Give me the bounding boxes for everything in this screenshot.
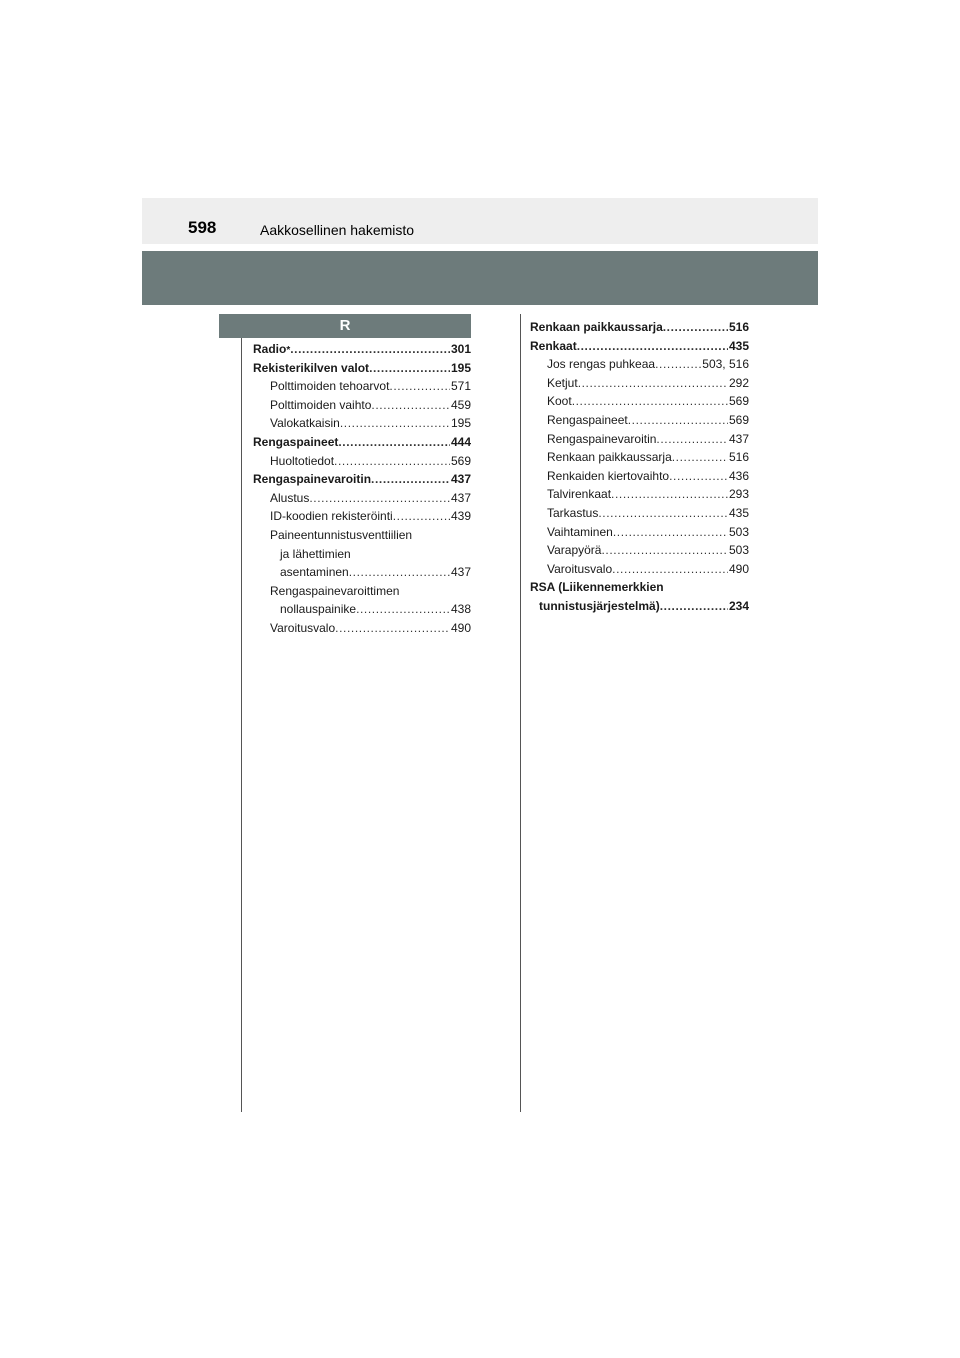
page-reference: 490 bbox=[728, 561, 749, 576]
index-entry bbox=[253, 414, 471, 433]
leader-dots bbox=[611, 485, 728, 504]
index-entry-text: Varapyörä bbox=[547, 543, 602, 558]
index-entry bbox=[530, 374, 749, 393]
index-entry bbox=[530, 541, 749, 560]
index-entry bbox=[530, 430, 749, 449]
index-entry bbox=[530, 337, 749, 356]
page-reference: 516 bbox=[728, 320, 749, 334]
leader-dots bbox=[669, 467, 728, 486]
index-entry-text: ID-koodien rekisteröinti bbox=[270, 509, 393, 524]
index-entry bbox=[530, 597, 749, 616]
index-entry bbox=[530, 504, 749, 523]
index-entry-text: Ketjut bbox=[547, 375, 578, 390]
index-entry bbox=[253, 507, 471, 526]
page-reference: 437 bbox=[450, 565, 471, 580]
index-entry-text: Tarkastus bbox=[547, 505, 599, 520]
leader-dots bbox=[601, 541, 727, 560]
leader-dots bbox=[371, 470, 450, 489]
leader-dots bbox=[371, 396, 450, 415]
index-entry-text: Alustus bbox=[270, 490, 310, 505]
index-entry bbox=[530, 411, 749, 430]
leader-dots bbox=[338, 433, 450, 452]
index-entry-text: asentaminen bbox=[280, 565, 349, 580]
leader-dots bbox=[672, 448, 728, 467]
page-reference: 490 bbox=[450, 620, 471, 635]
page-reference: 301 bbox=[450, 342, 471, 356]
index-entry bbox=[530, 485, 749, 504]
index-entry bbox=[253, 489, 471, 508]
page-reference: 435 bbox=[728, 505, 749, 520]
index-entry-text: Jos rengas puhkeaa bbox=[547, 357, 656, 372]
index-entry bbox=[253, 582, 471, 601]
page-reference: 444 bbox=[450, 434, 471, 449]
index-entry-text: Rengaspaineet bbox=[253, 434, 339, 449]
leader-dots bbox=[393, 507, 450, 526]
index-entry bbox=[253, 600, 471, 619]
index-entry-text: Renkaan paikkaussarja bbox=[530, 320, 663, 334]
index-entry-text: tunnistusjärjestelmä) bbox=[539, 598, 660, 613]
column-divider-left bbox=[241, 338, 242, 1112]
index-entry-text: ja lähettimien bbox=[280, 546, 351, 561]
index-entry-text: nollauspainike bbox=[280, 602, 357, 617]
index-entry bbox=[253, 526, 471, 545]
leader-dots bbox=[577, 337, 728, 356]
index-entry bbox=[253, 433, 471, 452]
leader-dots bbox=[656, 430, 728, 449]
leader-dots bbox=[340, 414, 450, 433]
page-reference: 438 bbox=[450, 602, 471, 617]
leader-dots bbox=[578, 374, 728, 393]
index-entry-text: Radio bbox=[253, 342, 287, 356]
leader-dots bbox=[335, 619, 450, 638]
leader-dots bbox=[334, 452, 450, 471]
leader-dots bbox=[598, 504, 728, 523]
page-reference: 569 bbox=[450, 453, 471, 468]
index-entry bbox=[530, 355, 749, 374]
index-entry-text: Renkaat bbox=[530, 338, 577, 353]
leader-dots bbox=[356, 600, 450, 619]
index-entry: Radio * ..... 301 bbox=[253, 340, 471, 359]
index-entry bbox=[530, 392, 749, 411]
index-entry-text: Rengaspaineet bbox=[547, 412, 628, 427]
leader-dots bbox=[290, 340, 450, 359]
index-entry bbox=[530, 578, 749, 597]
index-entry bbox=[253, 619, 471, 638]
index-entry-text: Paineentunnistusventtiilien bbox=[270, 527, 413, 542]
index-entry bbox=[530, 560, 749, 579]
page-number: 598 bbox=[188, 218, 217, 237]
leader-dots bbox=[628, 411, 728, 430]
section-letter-tab: R bbox=[219, 314, 471, 338]
index-entry-text: Renkaan paikkaussarja bbox=[547, 450, 672, 465]
leader-dots bbox=[572, 392, 728, 411]
index-entry-text: Rekisterikilven valot bbox=[253, 360, 370, 375]
index-entry-text: Rengaspainevaroittimen bbox=[270, 583, 400, 598]
index-entry-text: Valokatkaisin bbox=[270, 416, 340, 431]
index-entry bbox=[253, 470, 471, 489]
leader-dots bbox=[369, 359, 450, 378]
page-reference: 195 bbox=[450, 416, 471, 431]
page-header bbox=[142, 198, 818, 244]
index-entry bbox=[530, 467, 749, 486]
index-entry bbox=[253, 359, 471, 378]
page-reference: 503 bbox=[728, 524, 749, 539]
page-reference: 503, 516 bbox=[702, 357, 749, 372]
index-entry-text: Talvirenkaat bbox=[547, 487, 612, 502]
index-entry-text: Rengaspainevaroitin bbox=[547, 431, 657, 446]
page-reference: 435 bbox=[728, 338, 749, 353]
index-entry bbox=[253, 396, 471, 415]
index-column-left bbox=[253, 340, 471, 638]
page-reference: 195 bbox=[450, 360, 471, 375]
leader-dots bbox=[663, 318, 728, 337]
leader-dots bbox=[660, 597, 728, 616]
page-reference: 569 bbox=[728, 412, 749, 427]
index-column-right bbox=[530, 318, 749, 616]
page-title: Aakkosellinen hakemisto bbox=[260, 222, 415, 238]
index-entry-text: Rengaspainevaroitin bbox=[253, 472, 372, 487]
index-entry-text: Polttimoiden tehoarvot bbox=[270, 379, 390, 394]
index-entry bbox=[253, 377, 471, 396]
index-entry-text: RSA (Liikennemerkkien bbox=[530, 580, 664, 595]
index-entry bbox=[530, 448, 749, 467]
leader-dots bbox=[389, 377, 450, 396]
page-reference: 439 bbox=[450, 509, 471, 524]
index-entry bbox=[253, 452, 471, 471]
page-reference: 571 bbox=[450, 379, 471, 394]
index-entry-text: Renkaiden kiertovaihto bbox=[547, 468, 670, 483]
leader-dots bbox=[613, 523, 728, 542]
leader-dots bbox=[349, 563, 450, 582]
page-reference: 516 bbox=[728, 450, 749, 465]
page-reference: 234 bbox=[728, 598, 749, 613]
index-entry-text: Polttimoiden vaihto bbox=[270, 397, 372, 412]
index-entry-text: Koot bbox=[547, 394, 572, 409]
column-divider-middle bbox=[520, 314, 521, 1112]
index-entry bbox=[253, 545, 471, 564]
page-reference: 459 bbox=[450, 397, 471, 412]
leader-dots bbox=[655, 355, 701, 374]
page-reference: 569 bbox=[728, 394, 749, 409]
index-entry-text: Varoitusvalo bbox=[270, 620, 336, 635]
index-entry bbox=[530, 523, 749, 542]
leader-dots bbox=[309, 489, 450, 508]
index-entry bbox=[530, 318, 749, 337]
section-banner bbox=[142, 251, 818, 305]
index-entry-text: Varoitusvalo bbox=[547, 561, 613, 576]
page-reference: 437 bbox=[450, 472, 471, 487]
index-entry-text: Huoltotiedot bbox=[270, 453, 335, 468]
index-entry bbox=[253, 563, 471, 582]
page-reference: 503 bbox=[728, 543, 749, 558]
page-reference: 437 bbox=[450, 490, 471, 505]
page-reference: 436 bbox=[728, 468, 749, 483]
leader-dots bbox=[612, 560, 728, 579]
index-entry-text: Vaihtaminen bbox=[547, 524, 613, 539]
page-reference: 292 bbox=[728, 375, 749, 390]
page-reference: 437 bbox=[728, 431, 749, 446]
page-reference: 293 bbox=[728, 487, 749, 502]
